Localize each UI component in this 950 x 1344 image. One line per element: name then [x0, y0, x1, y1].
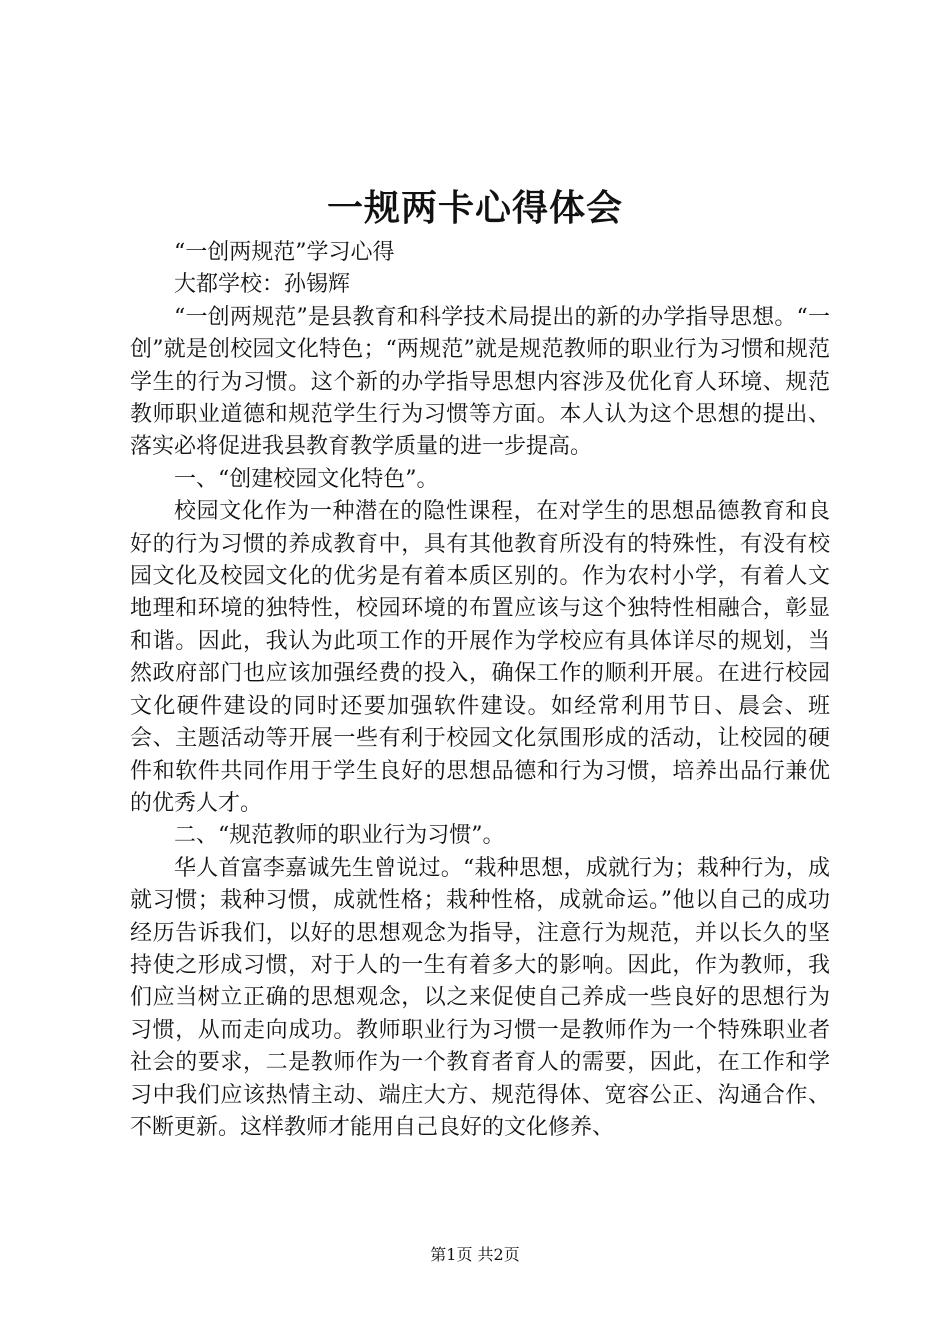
section-2-paragraph: 华人首富李嘉诚先生曾说过。“栽种思想，成就行为；栽种行为，成就习惯；栽种习惯，成就性格；栽种性格，成就命运。”他以自己的成功经历告诉我们，以好的思想观念为指导，注意行为规范，并以长久的坚持使之形成习惯，对于人的一生有着多大的影响。因此，作为教师，我们应当树立正确的思想观念，以之来促使自己养成一些良好的思想行为习惯，从而走向成功。教师职业行为习惯一是教师作为一个特殊职业者社会的要求，二是教师作为一个教育者育人的需要，因此，在工作和学习中我们应该热情主动、端庄大方、规范得体、宽容公正、沟通合作、不断更新。这样教师才能用自己良好的文化修养、 — [130, 855, 830, 1140]
subtitle-paragraph: “一创两规范”学习心得 — [174, 240, 395, 265]
page-number-footer: 第1页 共2页 — [430, 1245, 520, 1264]
section-heading-2: 二、“规范教师的职业行为习惯”。 — [174, 823, 505, 849]
section-1-paragraph: 校园文化作为一种潜在的隐性课程，在对学生的思想品德教育和良好的行为习惯的养成教育中，具有其他教育所没有的特殊性，有没有校园文化及校园文化的优劣是有着本质区别的。作为农村小学，有着人文地理和环境的独特性，校园环境的布置应该与这个独特性相融合，彰显和谐。因此，我认为此项工作的开展作为学校应有具体详尽的规划，当然政府部门也应该加强经费的投入，确保工作的顺利开展。在进行校园文化硬件建设的同时还要加强软件建设。如经常利用节日、晨会、班会、主题活动等开展一些有利于校园文化氛围形成的活动，让校园的硬件和软件共同作用于学生良好的思想品德和行为习惯，培养出品行兼优的优秀人才。 — [130, 499, 830, 816]
intro-paragraph: “一创两规范”是县教育和科学技术局提出的新的办学指导思想。“一创”就是创校园文化特色；“两规范”就是规范教师的职业行为习惯和规范学生的行为习惯。这个新的办学指导思想内容涉及优化育人环境、规范教师职业道德和规范学生行为习惯等方面。本人认为这个思想的提出、落实必将促进我县教育教学质量的进一步提高。 — [130, 304, 830, 460]
author-line: 大都学校：孙锡辉 — [174, 272, 351, 298]
document-body — [130, 237, 830, 1144]
document-title: 一规两卡心得体会 — [326, 187, 623, 229]
section-heading-1: 一、“创建校园文化特色”。 — [174, 466, 439, 492]
